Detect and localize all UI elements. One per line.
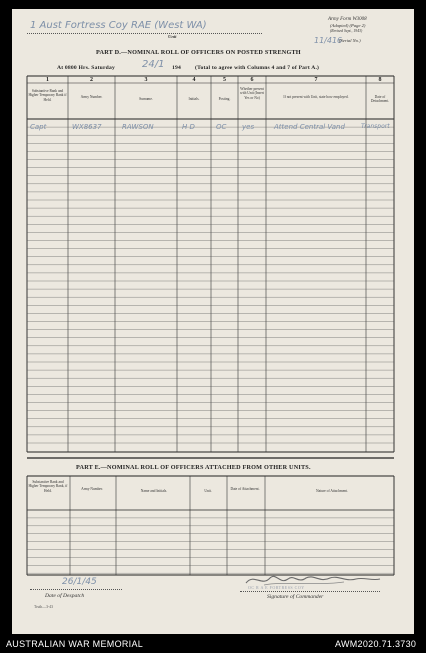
col-head-present: Whether present with Unit (Insert Yes or No) <box>240 87 264 100</box>
part-d-table-grid <box>12 9 414 634</box>
entry-surname: RAWSON <box>122 123 154 131</box>
col-num-3: 3 <box>144 77 148 83</box>
col-num-2: 2 <box>90 77 93 83</box>
e-head-rank: Substantive Rank and Higher Temporary Rank, if Held. <box>28 480 68 493</box>
col-head-employment: If not present with Unit, state how employed. <box>283 95 349 99</box>
archive-footer <box>0 634 426 653</box>
col-head-posting: Posting. <box>218 97 231 101</box>
archive-institution: AUSTRALIAN WAR MEMORIAL <box>6 639 144 649</box>
serial-label: (Serial No.) <box>339 38 361 43</box>
part-d-title: PART D.—NOMINAL ROLL OF OFFICERS ON POSTED STRENGTH <box>96 49 301 56</box>
e-head-unit: Unit. <box>204 489 212 493</box>
serial-handwritten: 11/416 <box>314 36 343 45</box>
despatch-handwritten: 26/1/45 <box>62 577 97 587</box>
e-head-nature: Nature of Attachment. <box>315 489 349 493</box>
despatch-label: Date of Despatch <box>45 593 85 599</box>
entry-army-number: WX8637 <box>72 123 102 131</box>
year-suffix: 194 <box>172 65 181 71</box>
col-num-4: 4 <box>192 77 196 83</box>
col-num-7: 7 <box>314 77 318 83</box>
signature-line <box>240 591 380 592</box>
archive-accession: AWM2020.71.3730 <box>335 639 417 649</box>
date-prefix: At 0800 Hrs. Saturday <box>57 65 115 71</box>
col-head-detachment: Date of Detachment. <box>370 95 390 104</box>
entry-employment: Attend Central Vand <box>274 123 345 131</box>
entry-initials: H D <box>182 123 195 131</box>
col-num-6: 6 <box>250 77 254 83</box>
form-page <box>12 9 414 634</box>
print-code: Truth—3-43 <box>34 605 54 609</box>
col-head-army-number: Army Number. <box>80 95 103 99</box>
e-head-date: Date of Attachment. <box>230 487 260 491</box>
unit-label: Unit <box>168 34 177 39</box>
e-head-name: Name and Initials. <box>140 489 168 493</box>
col-num-1: 1 <box>46 77 49 83</box>
entry-posting: OC <box>216 123 227 131</box>
col-head-rank: Substantive Rank and Higher Temporary Rank if Held. <box>28 89 67 102</box>
col-num-8: 8 <box>378 77 382 83</box>
signature-label: Signature of Commander <box>267 594 324 600</box>
commander-stamp: OC R A E FORTRESS COY <box>248 585 305 590</box>
form-ref-1: Army Form W3008 <box>328 17 367 22</box>
col-head-surname: Surname. <box>139 97 153 101</box>
part-e-title: PART E.—NOMINAL ROLL OF OFFICERS ATTACHED FROM OTHER UNITS. <box>76 464 311 471</box>
col-num-5: 5 <box>223 77 226 83</box>
e-head-army-number: Army Number. <box>81 487 103 491</box>
form-ref-2: (Adapted) (Page 2) <box>330 23 366 28</box>
entry-present: yes <box>242 123 255 131</box>
date-handwritten: 24/1 <box>142 59 165 70</box>
col-head-initials: Initials. <box>188 97 200 101</box>
form-ref-3: (Revised Sept., 1943) <box>330 29 363 33</box>
entry-detachment: Transport <box>361 123 390 130</box>
date-note: (Total to agree with Columns 4 and 7 of Part A.) <box>195 65 320 71</box>
entry-rank: Capt <box>30 123 47 131</box>
unit-handwritten: 1 Aust Fortress Coy RAE (West WA) <box>30 20 207 31</box>
despatch-line <box>30 589 122 590</box>
